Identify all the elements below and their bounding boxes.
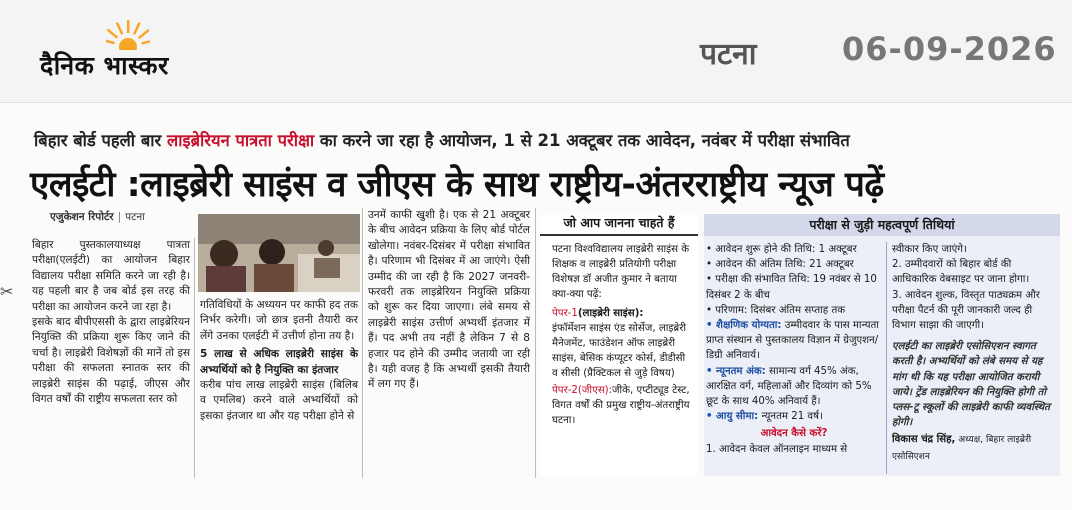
dates-panel-title: परीक्षा से जुड़ी महत्वपूर्ण तिथियां <box>704 214 1060 236</box>
byline <box>50 210 145 224</box>
age-text: न्यूनतम 21 वर्ष। <box>758 411 823 423</box>
signature-name: विकास चंद्र सिंह, <box>892 434 956 446</box>
info-intro: पटना विश्वविद्यालय लाइब्रेरी साइंस के शिक्षक व लाइब्रेरी प्रतियोगी परीक्षा विशेषज्ञ डॉ अजीत कुमार ने बताया क्या-क्या पढ़ें: <box>552 244 690 300</box>
sun-logo-icon <box>106 20 150 50</box>
eligibility-label: • शैक्षणिक योग्यता: <box>706 320 782 332</box>
info-box-title: जो आप जानना चाहते हैं <box>540 214 698 236</box>
city-label: पटना <box>700 37 757 72</box>
age-label: • आयु सीमा: <box>706 411 759 423</box>
how-to-step: 3. आवेदन शुल्क, विस्तृत पाठ्यक्रम और परीक्षा पैटर्न की पूरी जानकारी जल्द ही विभाग साझा की जाएगी। <box>892 289 1040 332</box>
kicker-post: का करने जा रहा है आयोजन, 1 से 21 अक्टूबर तक आवेदन, नवंबर में परीक्षा संभावित <box>314 131 850 150</box>
age-item <box>706 409 882 424</box>
paper-2-label: पेपर-2(जीएस): <box>552 385 612 396</box>
paper-2-text: जीके, एप्टीट्यूड टेस्ट, विगत वर्षों की प्रमुख राष्ट्रीय-अंतराष्ट्रीय घटना। <box>552 385 690 426</box>
quote-signature <box>892 432 1058 464</box>
column-divider <box>194 238 195 478</box>
date-item: • परिणाम: दिसंबर अंतिम सप्ताह तक <box>706 304 846 316</box>
article-column-3 <box>368 208 530 393</box>
how-to-apply-heading: आवेदन कैसे करें? <box>760 428 828 440</box>
newspaper-logo <box>40 20 220 82</box>
paragraph: करीब पांच लाख लाइब्रेरी साइंस (बिलिब व एमलिब) करने वाले अभ्यर्थियों को इसका इंतजार था और यह परीक्षा होने से <box>200 379 358 422</box>
kicker-highlight: लाइब्रेरियन पात्रता परीक्षा <box>167 131 315 150</box>
article-column-1 <box>32 238 190 407</box>
info-box-body <box>552 242 692 428</box>
min-marks-item <box>706 364 882 410</box>
date-item: • परीक्षा की संभावित तिथि: 19 नवंबर से 10 दिसंबर 2 के बीच <box>706 274 877 301</box>
logo-text: दैनिक भास्कर <box>40 51 169 80</box>
scissors-icon: ✂ <box>0 282 14 301</box>
paper-1-text: इंफॉर्मेशन साइंस एंड सोर्सेज, लाइब्रेरी मैनेजमेंट, फाउंडेशन ऑफ लाइब्रेरी साइंस, बेसिक कंप्यूटर कोर्स, डीडीसी व सीसी (प्रैक्टिकल से जुड़े विषय) <box>552 323 686 379</box>
signature-role: अध्यक्ष, बिहार लाइब्रेरी एसोसिएशन <box>892 435 1032 462</box>
paper-1-title: (लाइब्रेरी साइंस): <box>577 308 644 319</box>
edition-date: 06-09-2026 <box>842 30 1057 68</box>
min-marks-label: • न्यूनतम अंक: <box>706 365 766 377</box>
min-marks-text: सामान्य वर्ग 45% अंक, आरक्षित वर्ग, महिलाओं और दिव्यांग को 5% छूट के साथ 40% अनिवार्य हैं। <box>706 365 872 408</box>
dates-right-column <box>892 242 1058 465</box>
date-item: • आवेदन की अंतिम तिथि: 21 अक्टूबर <box>706 259 854 271</box>
paper-2 <box>552 383 692 428</box>
column-divider <box>362 208 363 478</box>
how-to-step: 2. उम्मीदवारों को बिहार बोर्ड की आधिकारिक वेबसाइट पर जाना होगा। <box>892 259 1030 286</box>
kicker-line <box>34 128 850 151</box>
paragraph: गतिविधियों के अध्ययन पर काफी हद तक निर्भर करेगी। जो छात्र इतनी तैयारी कर लेंगे उनका एलईटी में उत्तीर्ण होना तय है। <box>200 299 358 342</box>
dates-left-column <box>706 242 882 457</box>
panel-divider <box>886 242 887 474</box>
column-divider <box>535 208 536 478</box>
date-item: • आवेदन शुरू होने की तिथि: 1 अक्टूबर <box>706 244 857 255</box>
byline-place: पटना <box>125 211 145 223</box>
paper-1-label: पेपर-1 <box>552 308 578 319</box>
eligibility-item <box>706 318 882 364</box>
paragraph: इसके बाद बीपीएससी के द्वारा लाइब्रेरियन नियुक्ति की प्रक्रिया शुरू किए जाने की चर्चा है। लाइब्रेरी विशेषज्ञों की मानें तो इस परीक्षा की सफलता स्नातक स्तर की लाइब्रेरी साइंस की पढ़ाई, जीएस और विगत वर्षों की राष्ट्रीय सफलता स्तर को <box>32 316 190 406</box>
eligibility-text: उम्मीदवार के पास मान्यता प्राप्त संस्थान से पुस्तकालय विज्ञान में ग्रेजुएशन/डिग्री अनिवार्य। <box>706 320 879 362</box>
association-quote: एलईटी का लाइब्रेरी एसोसिएशन स्वागत करती है। अभ्यर्थियों को लंबे समय से यह मांग थी कि यह परीक्षा आयोजित करायी जाये। ट्रेंड लाइब्रेरियन की नियुक्ति होगी तो प्लस-टू स्कूलों की लाइब्रेरी काफी व्यवस्थित होगी। <box>892 341 1050 429</box>
how-to-step: 1. आवेदन केवल ऑनलाइन माध्यम से <box>706 443 848 455</box>
subheading: 5 लाख से अधिक लाइब्रेरी साइंस के अभ्यर्थियों को है नियुक्ति का इंतजार <box>200 348 358 376</box>
paragraph: उनमें काफी खुशी है। एक से 21 अक्टूबर के बीच आवेदन प्रक्रिया के लिए बोर्ड पोर्टल खोलेगा। नवंबर-दिसंबर में परीक्षा संभावित है। परिणाम भी दिसंबर में आ जाएंगे। ऐसी उम्मीद की जा रही है कि 2027 जनवरी-फरवरी तक लाइब्रेरियन नियुक्ति प्रक्रिया को शुरू कर दिया जाएगा। लंबे समय से लाइब्रेरी साइंस उत्तीर्ण अभ्यर्थी इंतजार में हैं। पद अभी तय नहीं है लेकिन 7 से 8 हजार पद होने की उम्मीद जतायी जा रही है। यही वजह है कि अभ्यर्थी इसकी तैयारी में लग गए हैं। <box>368 209 530 391</box>
how-to-step: स्वीकार किए जाएंगे। <box>892 244 967 255</box>
article-column-2 <box>200 298 358 424</box>
article-photo <box>198 214 360 292</box>
main-headline: एलईटी :लाइब्रेरी साइंस व जीएस के साथ राष्ट्रीय-अंतरराष्ट्रीय न्यूज पढ़ें <box>30 165 884 205</box>
byline-separator: | <box>117 211 122 223</box>
paragraph: बिहार पुस्तकालयाध्यक्ष पात्रता परीक्षा(एलईटी) का आयोजन बिहार विद्यालय परीक्षा समिति करने जा रही है। यह पहली बार है जब बोर्ड इस तरह की परीक्षा का आयोजन करने जा रहा है। <box>32 239 190 313</box>
byline-author: एजुकेशन रिपोर्टर <box>50 211 114 223</box>
kicker-pre: बिहार बोर्ड पहली बार <box>34 131 168 150</box>
paper-1 <box>552 306 692 321</box>
masthead <box>0 0 1072 103</box>
